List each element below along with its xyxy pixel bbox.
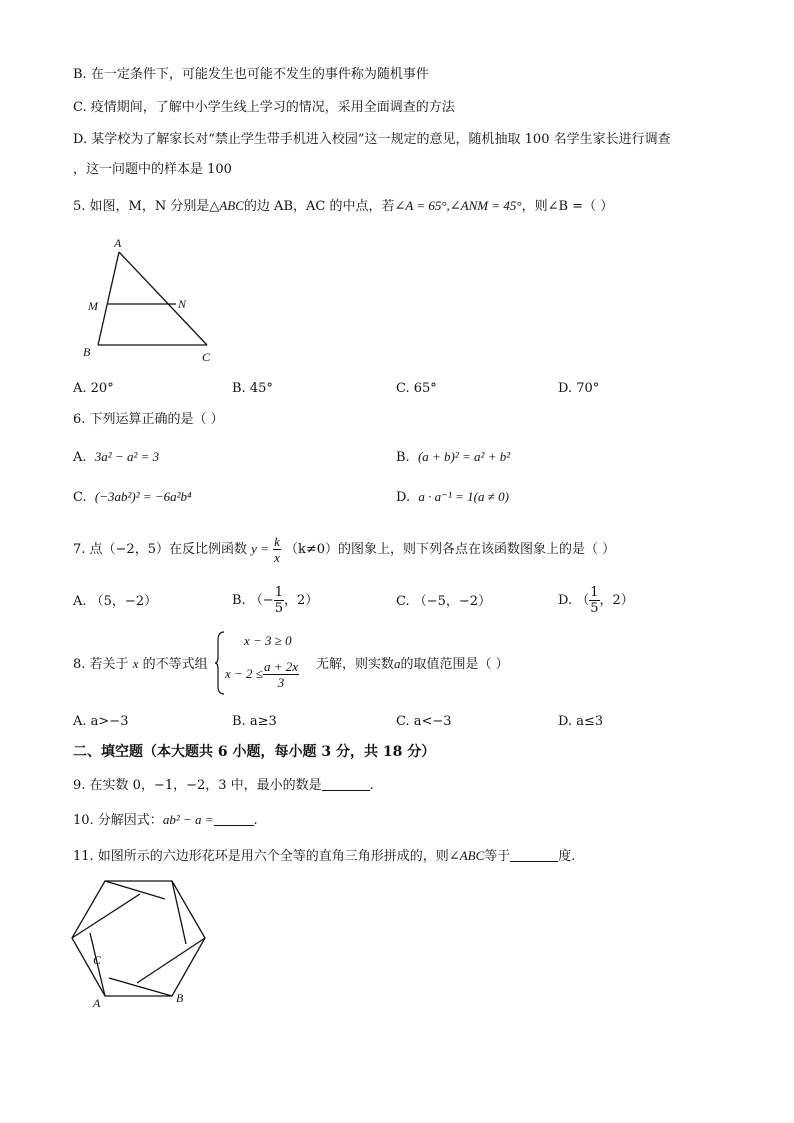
q8-option-b: B. a≥3 [232, 714, 277, 729]
q10-end: . [253, 813, 258, 828]
q11-angle: ∠ABC [448, 848, 485, 863]
q8-option-a: A. a>−3 [73, 714, 129, 729]
q7-frac-k: k [274, 534, 280, 549]
q7-option-d-den: 5 [590, 601, 599, 616]
q5-stem [73, 197, 613, 216]
q11-text-b: 等于 [484, 849, 511, 864]
q7-stem-b: （k≠0）的图象上，则下列各点在该函数图象上的是（ ） [284, 542, 616, 557]
q6-option-b-label: B. [396, 450, 410, 465]
q5-stem-b: 的边 AB，AC 的中点，若 [243, 199, 395, 214]
q7-option-b-num: 1 [274, 585, 283, 600]
q7-option-b-post: ，2） [284, 593, 319, 608]
q4-option-c: C. 疫情期间，了解中小学生线上学习的情况，采用全面调查的方法 [73, 100, 455, 115]
q5-triangle-figure [76, 232, 226, 367]
q5-stem-c: ，则∠B =（ ） [521, 199, 614, 214]
q7-option-d-post: ，2） [599, 593, 634, 608]
q7-option-d-fraction [589, 585, 599, 616]
q8-ineq2-lhs: x − 2 ≤ [225, 666, 263, 681]
q8-inequality-2 [225, 654, 299, 695]
q11-label-c: C [93, 953, 102, 967]
q11-hexagon-figure [66, 872, 211, 1012]
q4-option-d-line2: ，这一问题中的样本是 100 [73, 162, 232, 177]
q5-triangle: △ABC [209, 198, 244, 213]
q7-stem-a: 7. 点（−2，5）在反比例函数 [73, 542, 247, 557]
q10-answer-blank [214, 811, 254, 826]
q11-text-a: 11. 如图所示的六边形花环是用六个全等的直角三角形拼成的，则 [73, 849, 449, 864]
q8-ineq2-den: 3 [277, 675, 285, 690]
q6-option-a-label: A. [73, 450, 87, 465]
q6-option-d-expr: a · a⁻¹ = 1(a ≠ 0) [418, 489, 509, 504]
q10-text: 10. 分解因式： [73, 813, 163, 828]
q7-option-a: A. （5，−2） [73, 594, 158, 609]
q7-stem [73, 530, 615, 569]
q9-end: . [369, 778, 374, 793]
q9-answer-blank [322, 776, 370, 791]
q11-answer-blank [510, 847, 558, 862]
q8-stem-c: 无解，则实数 [316, 657, 395, 672]
q5-option-a: A. 20° [73, 381, 114, 396]
q6-option-d-label: D. [396, 490, 411, 505]
q4-option-d-line1: D. 某学校为了解家长对“禁止学生带手机进入校园”这一规定的意见，随机抽取 100 名学生家长进行调查 [73, 132, 671, 147]
q8-var-x: x [132, 656, 139, 671]
q8-stem-b: 的不等式组 [142, 657, 208, 672]
q5-option-d: D. 70° [558, 381, 600, 396]
q6-option-c-label: C. [73, 490, 87, 505]
q8-ineq2-fraction [263, 659, 299, 690]
q5-label-c: C [202, 350, 211, 364]
q4-option-b: B. 在一定条件下，可能发生也可能不发生的事件称为随机事件 [73, 67, 429, 82]
q8-stem-left [73, 655, 208, 674]
q11-end: 度. [558, 849, 576, 864]
q5-label-n: N [178, 297, 187, 311]
q6-stem: 6. 下列运算正确的是（ ） [73, 412, 224, 427]
section-2-heading: 二、填空题（本大题共 6 小题，每小题 3 分，共 18 分） [73, 744, 436, 760]
q8-option-d: D. a≤3 [558, 714, 604, 729]
q6-option-a-expr: 3a² − a² = 3 [94, 449, 160, 464]
q7-option-d-pre: D. （ [558, 593, 590, 608]
q5-label-b: B [83, 345, 91, 359]
q7-option-b [232, 584, 318, 618]
q7-y-eq: y = [251, 541, 269, 556]
q7-option-d [558, 584, 634, 618]
q5-label-a: A [114, 236, 122, 250]
q5-stem-a: 5. 如图，M，N 分别是 [73, 199, 210, 214]
q8-stem-a: 8. 若关于 [73, 657, 129, 672]
q8-stem-right [316, 655, 509, 674]
q6-option-c [73, 488, 192, 507]
q11-label-a: A [93, 996, 101, 1010]
q7-option-b-pre: B. （− [232, 593, 274, 608]
q8-ineq2-num: a + 2x [263, 659, 298, 674]
q6-option-b [396, 448, 510, 467]
q6-option-d [396, 488, 509, 507]
q7-option-c: C. （−5，−2） [396, 594, 492, 609]
q7-option-d-num: 1 [590, 585, 599, 600]
q7-frac-x: x [274, 550, 280, 565]
q7-option-b-fraction [274, 585, 284, 616]
q5-option-c: C. 65° [396, 381, 437, 396]
q9-text: 9. 在实数 0，−1，−2，3 中，最小的数是 [73, 778, 322, 793]
q9-line [73, 776, 374, 795]
q10-expr: ab² − a = [162, 812, 214, 827]
q8-option-c: C. a<−3 [396, 714, 452, 729]
q6-option-c-expr: (−3ab²)² = −6a²b⁴ [94, 489, 192, 504]
q10-line [73, 811, 258, 830]
q6-option-b-expr: (a + b)² = a² + b² [417, 449, 511, 464]
q8-inequality-1: x − 3 ≥ 0 [244, 633, 292, 648]
q11-label-b: B [176, 991, 184, 1005]
q8-var-a: a [394, 656, 401, 671]
q6-option-a [73, 448, 159, 467]
q5-condition: ∠A = 65°,∠ANM = 45° [394, 198, 522, 213]
q8-stem-d: 的取值范围是（ ） [400, 657, 509, 672]
q7-option-b-den: 5 [274, 601, 283, 616]
q5-label-m: M [88, 299, 98, 313]
q7-fraction [273, 534, 281, 565]
q11-line [73, 847, 575, 866]
q5-option-b: B. 45° [232, 381, 273, 396]
